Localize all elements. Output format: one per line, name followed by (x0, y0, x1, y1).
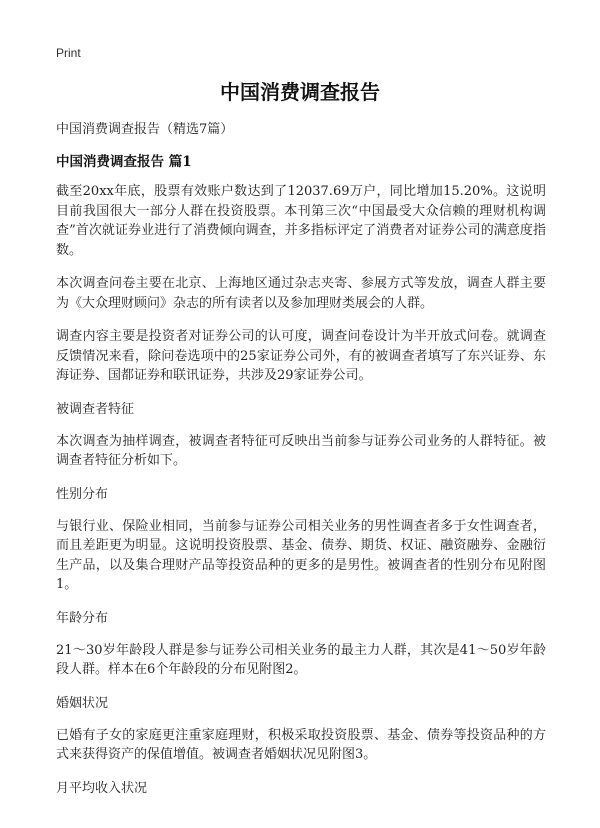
heading-income: 月平均收入状况 (56, 780, 148, 796)
page-title: 中国消费调查报告 (220, 80, 380, 104)
paragraph-age: 21～30岁年龄段人群是参与证券公司相关业务的最主力人群，其次是41～50岁年龄段人群。样本在6个年龄段的分布见附图2。 (56, 642, 546, 677)
heading-respondents: 被调查者特征 (56, 401, 135, 417)
section-title: 中国消费调查报告 篇1 (56, 154, 192, 170)
paragraph-respondents: 本次调查为抽样调查，被调查者特征可反映出当前参与证券公司业务的人群特征。被调查者特征分析如下。 (56, 433, 546, 468)
heading-marriage: 婚姻状况 (56, 695, 109, 711)
paragraph-intro: 截至20xx年底，股票有效账户数达到了12037.69万户，同比增加15.20%。这说明目前我国很大一部分人群在投资股票。本刊第三次“中国最受大众信赖的理财机构调查”首次就证券业进行了消费倾向调查，并多指标评定了消费者对证券公司的满意度指数。 (56, 184, 546, 258)
print-link[interactable]: Print (56, 46, 81, 60)
document-body (56, 120, 546, 811)
document-subtitle: 中国消费调查报告（精选7篇） (56, 122, 234, 137)
heading-age: 年龄分布 (56, 610, 109, 626)
paragraph-distribution: 本次调查问卷主要在北京、上海地区通过杂志夹寄、参展方式等发放，调查人群主要为《大众理财顾问》杂志的所有读者以及参加理财类展会的人群。 (56, 276, 546, 311)
heading-gender: 性别分布 (56, 486, 109, 502)
paragraph-gender: 与银行业、保险业相同，当前参与证券公司相关业务的男性调查者多于女性调查者，而且差距更为明显。这说明投资股票、基金、债券、期货、权证、融资融券、金融衍生产品，以及集合理财产品等投资品种的更多的是男性。被调查者的性别分布见附图1。 (56, 518, 546, 592)
paragraph-content: 调查内容主要是投资者对证券公司的认可度，调查问卷设计为半开放式问卷。就调查反馈情况来看，除问卷选项中的25家证券公司外，有的被调查者填写了东兴证券、东海证券、国都证券和联讯证券，共涉及29家证券公司。 (56, 329, 546, 383)
paragraph-marriage: 已婚有子女的家庭更注重家庭理财，积极采取投资股票、基金、债券等投资品种的方式来获得资产的保值增值。被调查者婚姻状况见附图3。 (56, 727, 546, 762)
